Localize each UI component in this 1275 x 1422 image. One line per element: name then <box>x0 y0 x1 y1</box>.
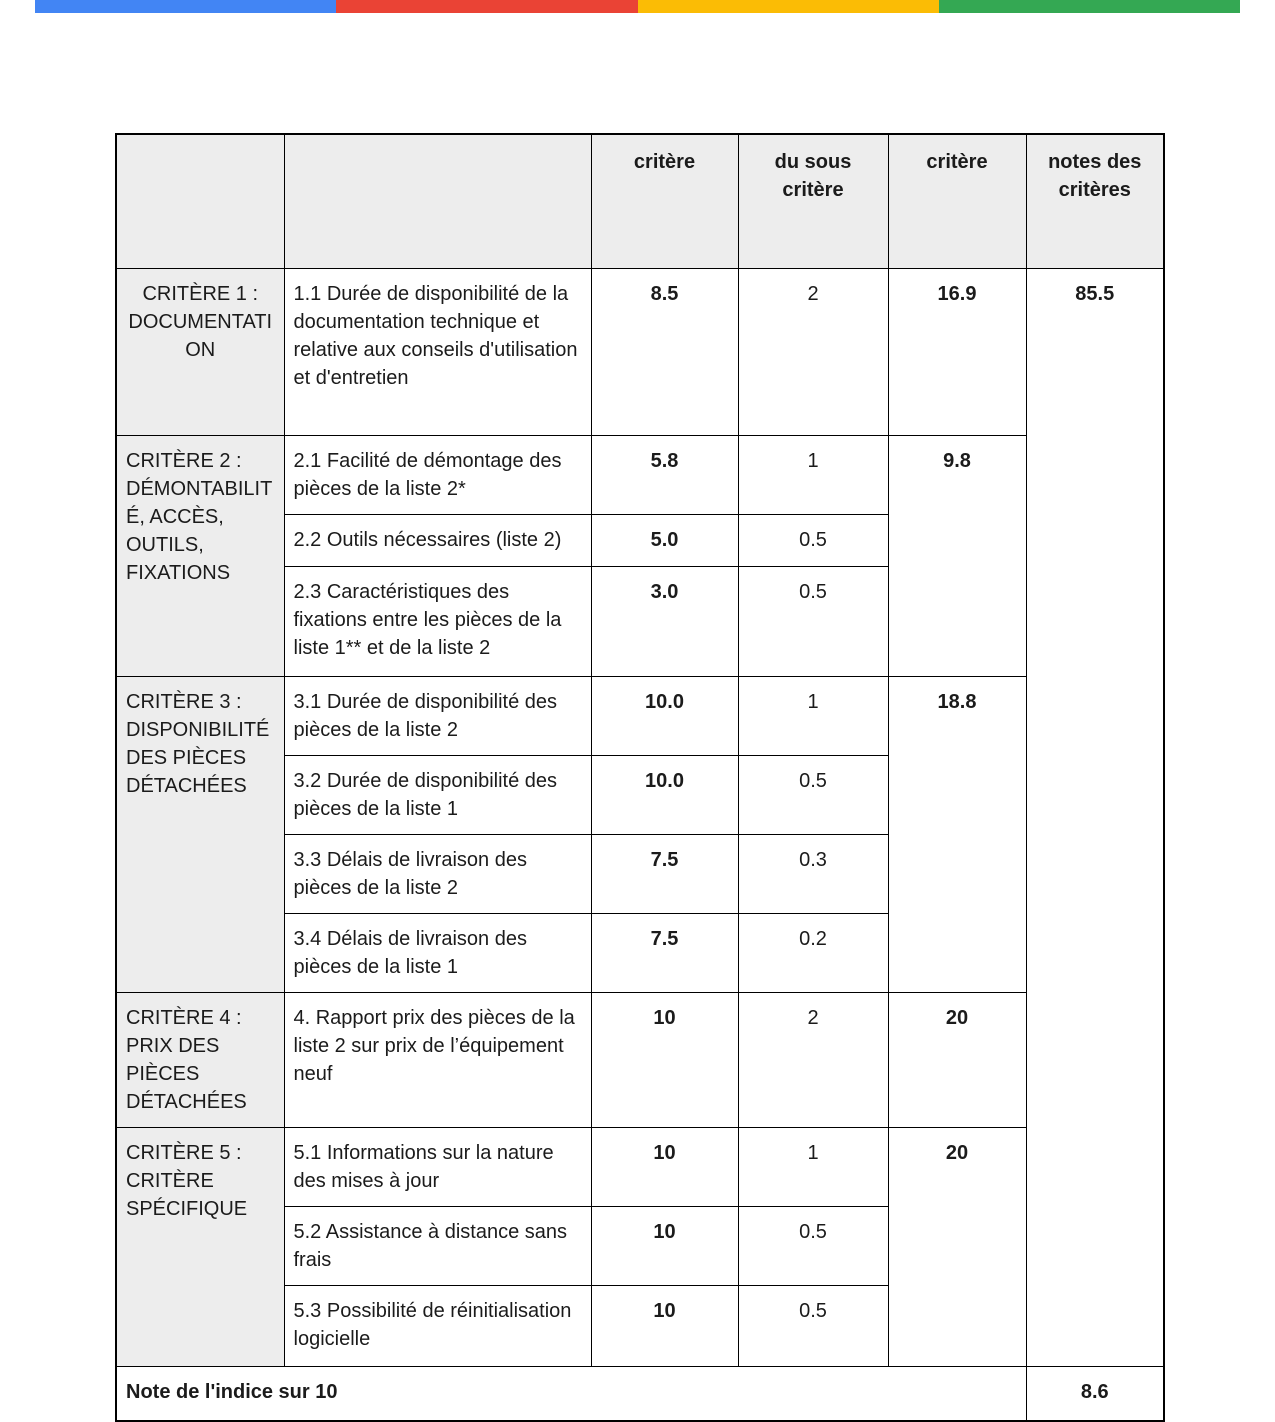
table-row <box>116 1127 1164 1206</box>
header-notes-des-criteres: notes des critères <box>1026 134 1164 268</box>
group-name-cell: CRITÈRE 1 : DOCUMENTATION <box>116 268 284 435</box>
subcriterion-label: 4. Rapport prix des pièces de la liste 2 sur prix de l’équipement neuf <box>284 992 591 1127</box>
subcriterion-label: 2.1 Facilité de démontage des pièces de la liste 2* <box>284 435 591 514</box>
subcriterion-note: 10 <box>591 1127 738 1206</box>
header-coef-sous-critere: du sous critère <box>738 134 888 268</box>
subcriterion-coef: 0.5 <box>738 566 888 676</box>
stripe-segment-blue <box>35 0 336 13</box>
subcriterion-note: 5.0 <box>591 514 738 566</box>
group-name-cell: CRITÈRE 5 : CRITÈRE SPÉCIFIQUE <box>116 1127 284 1366</box>
subcriterion-note: 5.8 <box>591 435 738 514</box>
grand-total-cell: 85.5 <box>1026 268 1164 1366</box>
stripe-segment-red <box>336 0 637 13</box>
group-name-cell: CRITÈRE 4 : PRIX DES PIÈCES DÉTACHÉES <box>116 992 284 1127</box>
criterion-total: 9.8 <box>888 435 1026 676</box>
subcriterion-note: 10 <box>591 1206 738 1285</box>
subcriterion-note: 3.0 <box>591 566 738 676</box>
criterion-total: 18.8 <box>888 676 1026 992</box>
subcriterion-coef: 0.2 <box>738 913 888 992</box>
brand-stripe <box>35 0 1240 13</box>
footer-value: 8.6 <box>1026 1366 1164 1421</box>
subcriterion-coef: 1 <box>738 1127 888 1206</box>
subcriterion-coef: 2 <box>738 268 888 435</box>
table-row <box>116 435 1164 514</box>
header-total-critere: critère <box>888 134 1026 268</box>
subcriterion-label: 3.4 Délais de livraison des pièces de la liste 1 <box>284 913 591 992</box>
subcriterion-note: 8.5 <box>591 268 738 435</box>
subcriterion-coef: 0.5 <box>738 755 888 834</box>
subcriterion-coef: 0.5 <box>738 1285 888 1366</box>
subcriterion-label: 5.2 Assistance à distance sans frais <box>284 1206 591 1285</box>
criterion-total: 16.9 <box>888 268 1026 435</box>
subcriterion-note: 7.5 <box>591 834 738 913</box>
subcriterion-label: 1.1 Durée de disponibilité de la documentation technique et relative aux conseils d'utilisation et d'entretien <box>284 268 591 435</box>
subcriterion-label: 5.3 Possibilité de réinitialisation logicielle <box>284 1285 591 1366</box>
subcriterion-label: 3.3 Délais de livraison des pièces de la liste 2 <box>284 834 591 913</box>
stripe-segment-yellow <box>638 0 939 13</box>
subcriterion-coef: 1 <box>738 435 888 514</box>
table-row <box>116 992 1164 1127</box>
subcriterion-coef: 0.5 <box>738 514 888 566</box>
subcriterion-coef: 1 <box>738 676 888 755</box>
group-name-cell: CRITÈRE 2 : DÉMONTABILITÉ, ACCÈS, OUTILS, FIXATIONS <box>116 435 284 676</box>
subcriterion-note: 10 <box>591 1285 738 1366</box>
group-name-cell: CRITÈRE 3 : DISPONIBILITÉ DES PIÈCES DÉTACHÉES <box>116 676 284 992</box>
subcriterion-label: 2.2 Outils nécessaires (liste 2) <box>284 514 591 566</box>
table-row <box>116 676 1164 755</box>
table-footer-row <box>116 1366 1164 1421</box>
subcriterion-coef: 0.5 <box>738 1206 888 1285</box>
subcriterion-coef: 0.3 <box>738 834 888 913</box>
criterion-total: 20 <box>888 992 1026 1127</box>
header-empty-group <box>116 134 284 268</box>
header-empty-subcriterion <box>284 134 591 268</box>
subcriterion-note: 10 <box>591 992 738 1127</box>
table-header-row <box>116 134 1164 268</box>
repairability-index-table <box>115 133 1165 1422</box>
subcriterion-label: 5.1 Informations sur la nature des mises à jour <box>284 1127 591 1206</box>
subcriterion-note: 7.5 <box>591 913 738 992</box>
table-row <box>116 268 1164 435</box>
subcriterion-note: 10.0 <box>591 755 738 834</box>
stripe-segment-green <box>939 0 1240 13</box>
subcriterion-label: 2.3 Caractéristiques des fixations entre les pièces de la liste 1** et de la liste 2 <box>284 566 591 676</box>
header-note-critere: critère <box>591 134 738 268</box>
subcriterion-label: 3.1 Durée de disponibilité des pièces de la liste 2 <box>284 676 591 755</box>
subcriterion-coef: 2 <box>738 992 888 1127</box>
criterion-total: 20 <box>888 1127 1026 1366</box>
subcriterion-note: 10.0 <box>591 676 738 755</box>
subcriterion-label: 3.2 Durée de disponibilité des pièces de la liste 1 <box>284 755 591 834</box>
footer-label: Note de l'indice sur 10 <box>116 1366 1026 1421</box>
